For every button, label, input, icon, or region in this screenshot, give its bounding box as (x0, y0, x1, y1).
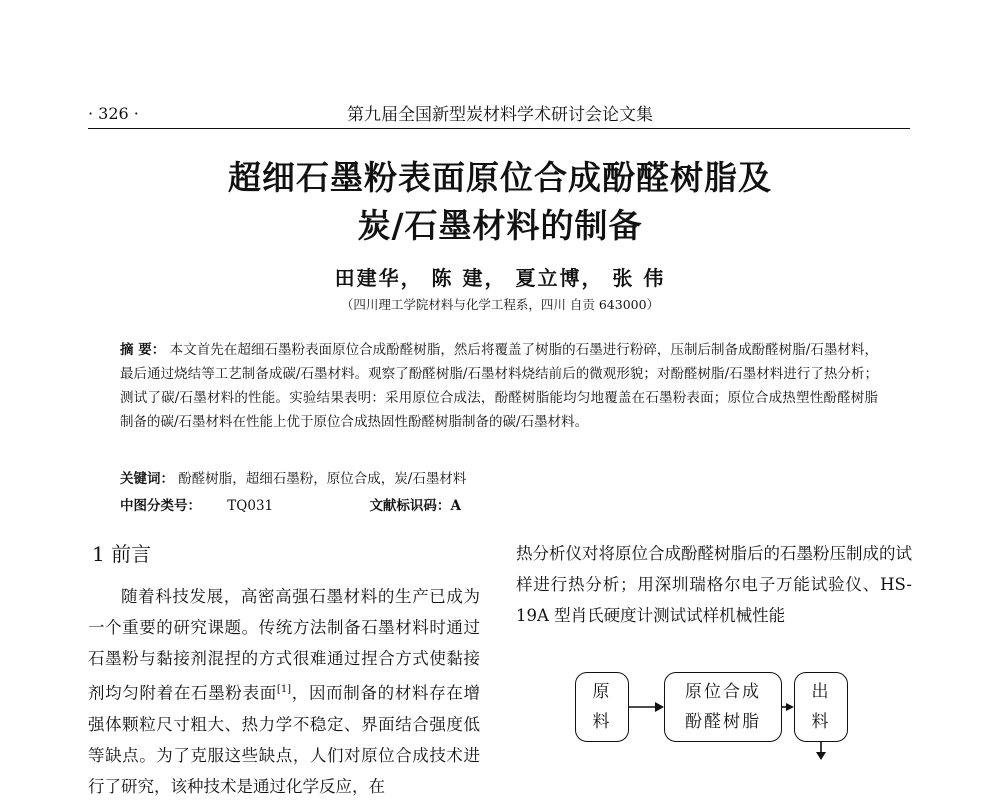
header-rule (88, 128, 910, 129)
paper-title-line-1: 超细石墨粉表面原位合成酚醛树脂及 (228, 158, 772, 197)
abstract-text: 本文首先在超细石墨粉表面原位合成酚醛树脂，然后将覆盖了树脂的石墨进行粉碎，压制后制备成酚醛树脂/石墨材料，最后通过烧结等工艺制备成碳/石墨材料。观察了酚醛树脂/石墨材料烧结前后的微观形貌；对酚醛树脂/石墨材料进行了热分析；测试了碳/石墨材料的性能。实验结果表明：采用原位合成法，酚醛树脂能均匀地覆盖在石墨粉表面；原位合成热塑性酚醛树脂制备的碳/石墨材料在性能上优于原位合成热固性酚醛树脂制备的碳/石墨材料。 (120, 342, 879, 430)
flow-box-in-situ-synthesis: 原位合成 酚醛树脂 (664, 672, 782, 742)
keywords (120, 467, 466, 487)
intro-paragraph (88, 581, 480, 802)
left-column (88, 581, 480, 802)
abstract (120, 338, 878, 434)
clc-code: TQ031 (227, 498, 274, 514)
intro-text-rest: ，因而制备的材料存在增强体颗粒尺寸粗大、热力学不稳定、界面结合强度低等缺点。为了克服这些缺点，人们对原位合成技术进行了研究，该种技术是通过化学反应，在 (88, 683, 481, 796)
arrowhead-down (816, 752, 826, 760)
clc-label: 中图分类号： (120, 498, 201, 514)
right-column-text: 热分析仪对将原位合成酚醛树脂后的石墨粉压制成的试样进行热分析；用深圳瑞格尔电子万能试验仪、HS-19A 型肖氏硬度计测试试样机械性能 (516, 544, 912, 625)
running-title: 第九届全国新型炭材料学术研讨会论文集 (347, 105, 653, 125)
flow-box-discharge: 出 料 (794, 672, 848, 742)
keywords-text: 酚醛树脂，超细石墨粉，原位合成，炭/石墨材料 (178, 471, 467, 487)
page-number: · 326 · (88, 104, 139, 123)
doc-id: A (450, 498, 461, 514)
right-column (516, 538, 912, 631)
intro-text: 随着科技发展，高密高强石墨材料的生产已成为一个重要的研究课题。传统方法制备石墨材料时通过石墨粉与黏接剂混捏的方式很难通过捏合方式使黏接剂均匀附着在石墨粉表面 (88, 587, 480, 703)
paper-title-line-2: 炭/石墨材料的制备 (357, 206, 643, 245)
affiliation: （四川理工学院材料与化学工程系，四川 自贡 643000） (340, 297, 660, 312)
flow-box-raw-material: 原 料 (575, 672, 629, 742)
abstract-label: 摘 要： (120, 342, 166, 358)
doc-id-label: 文献标识码： (369, 498, 451, 514)
keywords-label: 关键词： (120, 471, 174, 487)
arrowhead-2 (786, 703, 794, 711)
arrowhead-1 (655, 702, 664, 712)
authors: 田建华， 陈 建， 夏立博， 张 伟 (334, 266, 666, 290)
citation-ref: [1] (276, 684, 292, 695)
section-heading: 1 前言 (92, 542, 152, 566)
classification (120, 494, 461, 514)
